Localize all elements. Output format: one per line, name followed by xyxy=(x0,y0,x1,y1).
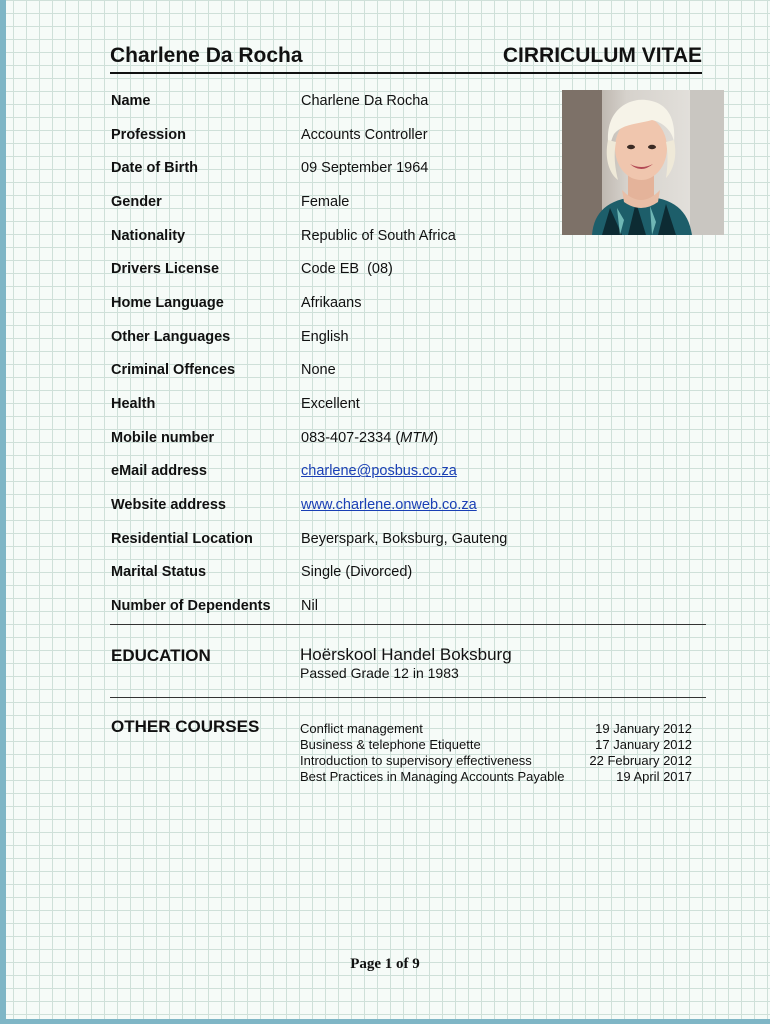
cv-header xyxy=(110,44,702,74)
personal-details xyxy=(111,84,551,623)
detail-row-nationality xyxy=(111,219,551,253)
list-item xyxy=(300,753,692,769)
detail-label: Number of Dependents xyxy=(111,598,271,615)
course-date: 19 January 2012 xyxy=(595,721,692,736)
detail-row-date-of-birth xyxy=(111,151,551,185)
page-number: Page 1 of 9 xyxy=(350,956,420,972)
detail-label: Name xyxy=(111,92,151,109)
detail-value: None xyxy=(301,362,336,379)
detail-value: Excellent xyxy=(301,396,360,413)
detail-label: Date of Birth xyxy=(111,160,198,177)
detail-label: eMail address xyxy=(111,463,207,480)
detail-value: Nil xyxy=(301,598,318,615)
website-link[interactable]: www.charlene.onweb.co.za xyxy=(301,497,477,514)
mobile-number-text: 083-407-2334 ( xyxy=(301,429,401,446)
detail-row-marital-status xyxy=(111,556,551,590)
detail-row-other-languages xyxy=(111,320,551,354)
detail-value: 09 September 1964 xyxy=(301,160,429,177)
list-item xyxy=(300,769,692,785)
course-name: Conflict management xyxy=(300,721,423,736)
education-school: Hoërskool Handel Boksburg xyxy=(300,645,512,664)
detail-row-health xyxy=(111,387,551,421)
detail-label: Marital Status xyxy=(111,564,207,581)
detail-row-profession xyxy=(111,118,551,152)
detail-label: Other Languages xyxy=(111,328,231,345)
detail-row-drivers-license xyxy=(111,252,551,286)
detail-label: Criminal Offences xyxy=(111,362,236,379)
detail-row-gender xyxy=(111,185,551,219)
detail-row-home-language xyxy=(111,286,551,320)
detail-label: Profession xyxy=(111,126,186,143)
detail-row-criminal-offences xyxy=(111,354,551,388)
course-name: Introduction to supervisory effectiveness xyxy=(300,753,532,768)
detail-row-residential-location xyxy=(111,522,551,556)
course-date: 19 April 2017 xyxy=(616,769,692,784)
list-item xyxy=(300,721,692,737)
header-title: CIRRICULUM VITAE xyxy=(502,44,702,67)
list-item xyxy=(300,737,692,753)
detail-row-email xyxy=(111,455,551,489)
course-name: Business & telephone Etiquette xyxy=(300,737,481,752)
detail-value xyxy=(301,497,551,513)
detail-label: Website address xyxy=(111,497,226,514)
education-grade: Passed Grade 12 in 1983 xyxy=(300,665,459,681)
detail-value: Single (Divorced) xyxy=(301,564,413,581)
detail-label: Residential Location xyxy=(111,530,253,547)
mobile-network-text: MTM xyxy=(400,429,434,446)
courses-list xyxy=(300,721,692,785)
detail-value: Afrikaans xyxy=(301,294,362,311)
detail-value xyxy=(301,430,551,446)
page-frame-left xyxy=(0,0,6,1024)
courses-heading: OTHER COURSES xyxy=(111,717,260,736)
detail-row-website xyxy=(111,488,551,522)
detail-label: Health xyxy=(111,396,156,413)
detail-value: Female xyxy=(301,193,350,210)
detail-value: Code EB (08) xyxy=(301,261,393,278)
detail-value: Charlene Da Rocha xyxy=(301,92,429,109)
detail-label: Home Language xyxy=(111,294,224,311)
course-date: 22 February 2012 xyxy=(589,753,692,768)
detail-label: Nationality xyxy=(111,227,186,244)
detail-label: Gender xyxy=(111,193,162,210)
email-link[interactable]: charlene@posbus.co.za xyxy=(301,463,457,480)
section-divider xyxy=(110,624,706,625)
detail-value: English xyxy=(301,328,349,345)
profile-photo xyxy=(562,90,724,235)
detail-row-mobile-number xyxy=(111,421,551,455)
detail-label: Mobile number xyxy=(111,429,215,446)
detail-label: Drivers License xyxy=(111,261,220,278)
detail-row-dependents xyxy=(111,589,551,623)
course-name: Best Practices in Managing Accounts Payable xyxy=(300,769,565,784)
mobile-suffix-text: ) xyxy=(433,429,439,446)
course-date: 17 January 2012 xyxy=(595,737,692,752)
header-name: Charlene Da Rocha xyxy=(110,44,303,67)
education-heading: EDUCATION xyxy=(111,646,211,665)
page-frame-bottom xyxy=(0,1019,770,1024)
detail-value xyxy=(301,463,551,479)
detail-value: Republic of South Africa xyxy=(301,227,456,244)
detail-value: Beyerspark, Boksburg, Gauteng xyxy=(301,530,508,547)
section-divider xyxy=(110,697,706,698)
detail-row-name xyxy=(111,84,551,118)
detail-value: Accounts Controller xyxy=(301,126,428,143)
